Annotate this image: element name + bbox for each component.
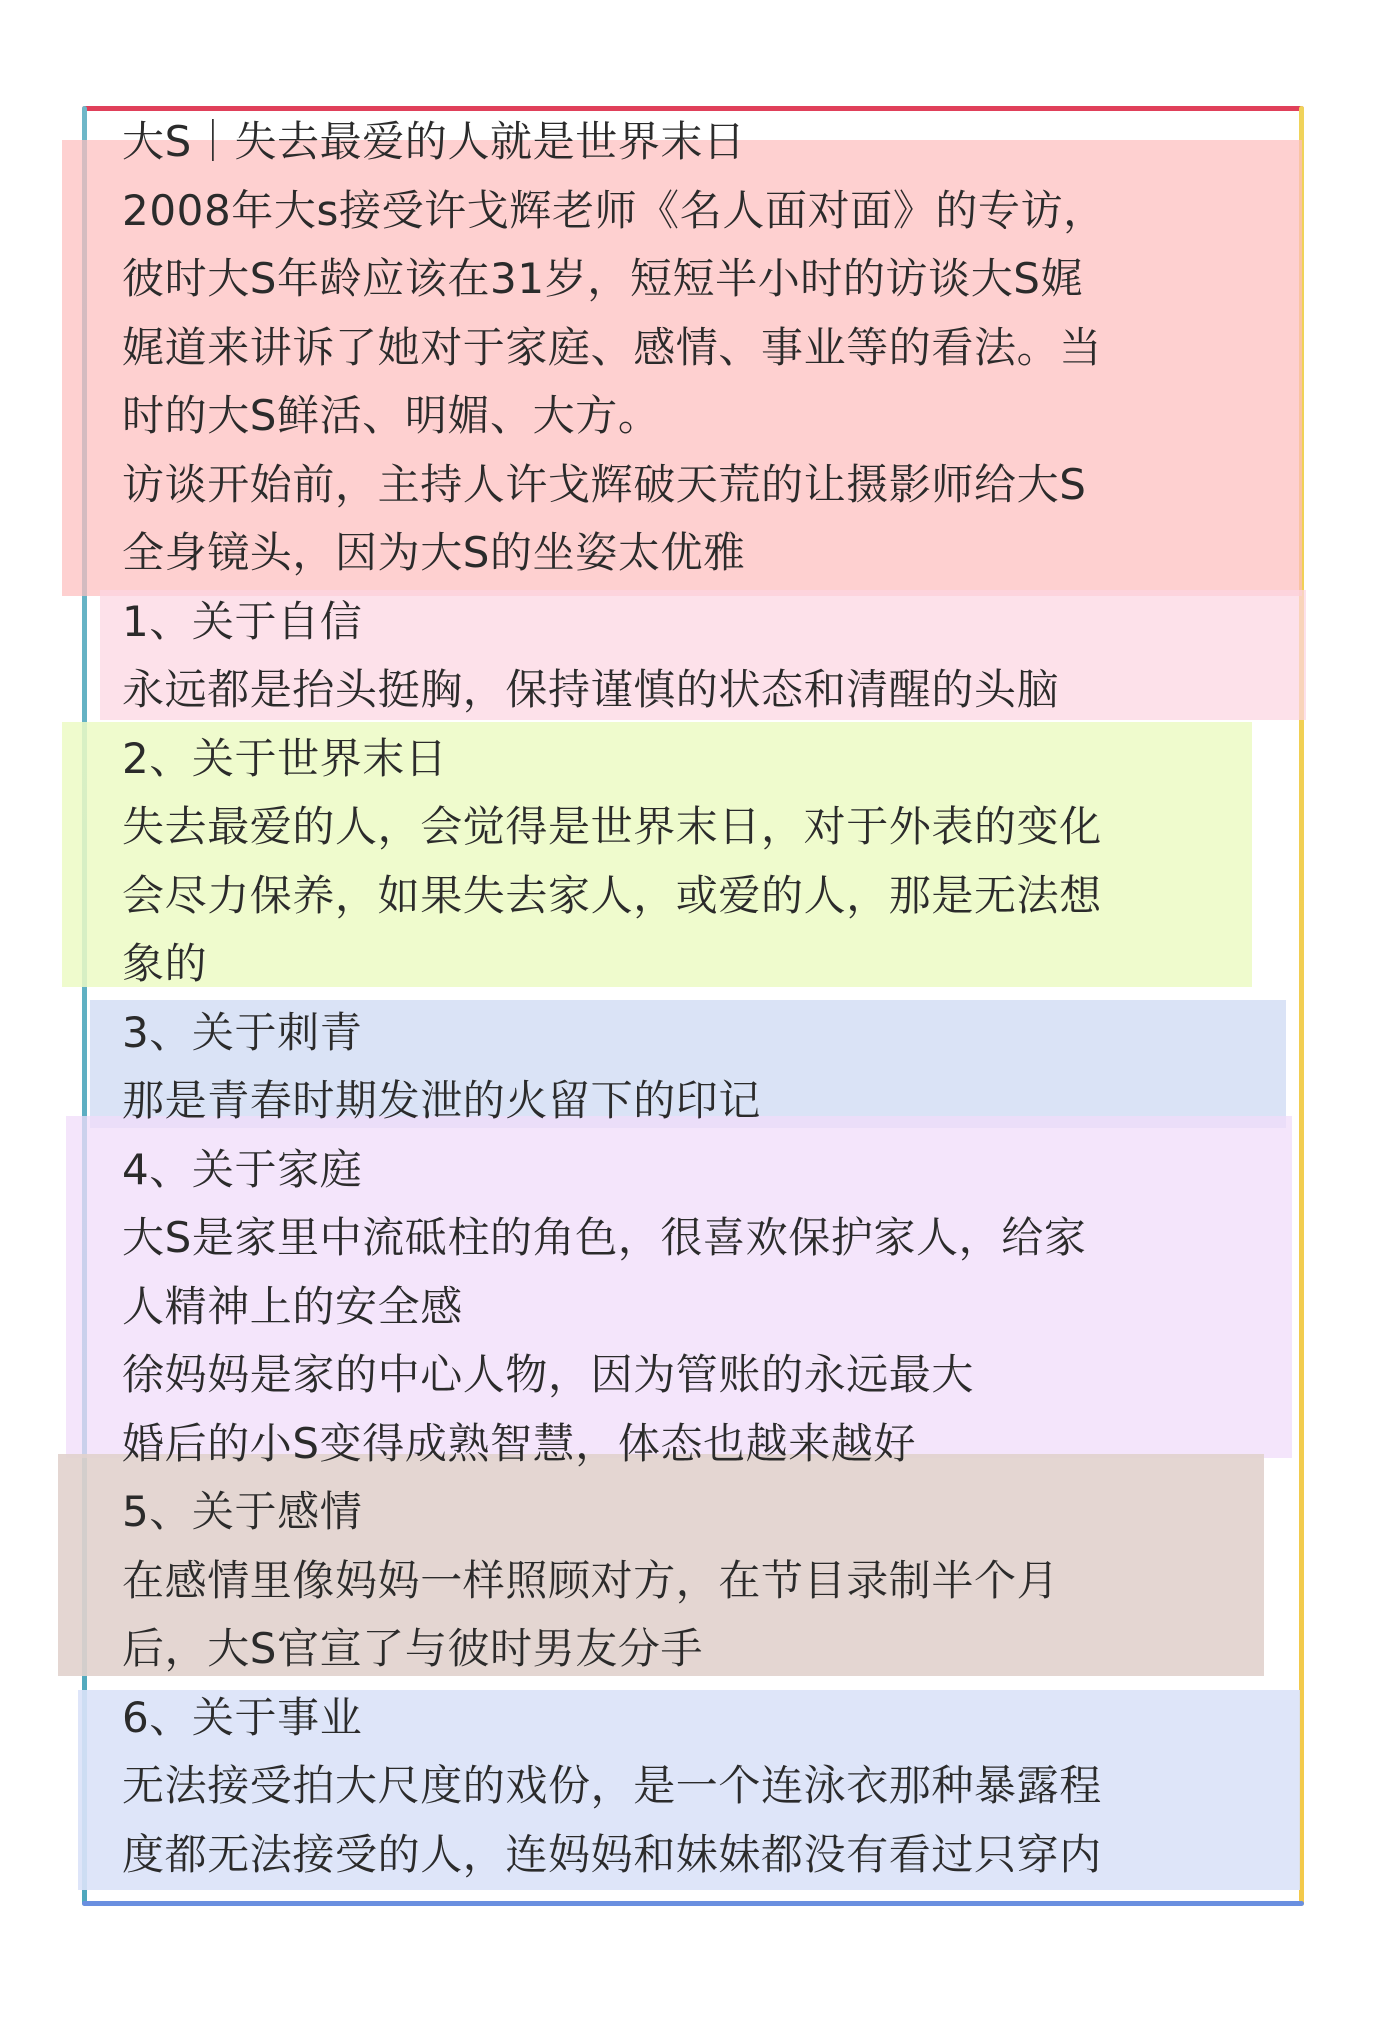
section-text: 徐妈妈是家的中心人物，因为管账的永远最大 [122,1350,975,1399]
intro-line: 彼时大S年龄应该在31岁，短短半小时的访谈大S娓 [122,254,1084,303]
bottom-clip-area [0,1906,1388,2029]
section-text: 会尽力保养，如果失去家人，或爱的人，那是无法想 [122,870,1102,920]
intro-line: 全身镜头，因为大S的坐姿太优雅 [122,528,746,577]
article-body [122,108,1262,1958]
intro-line: 2008年大s接受许戈辉老师《名人面对面》的专访， [122,185,1106,235]
section-text: 在感情里像妈妈一样照顾对方，在节目录制半个月 [122,1555,1060,1605]
section-heading-family: 4、关于家庭 [122,1144,363,1194]
section-text: 失去最爱的人，会觉得是世界末日，对于外表的变化 [122,802,1102,851]
section-heading-relationship: 5、关于感情 [122,1487,363,1536]
section-text: 永远都是抬头挺胸，保持谨慎的状态和清醒的头脑 [122,665,1060,714]
intro-line: 访谈开始前，主持人许戈辉破天荒的让摄影师给大S [122,459,1087,509]
section-heading-tattoo: 3、关于刺青 [122,1007,363,1057]
section-heading-career: 6、关于事业 [122,1692,363,1742]
intro-line: 娓道来讲诉了她对于家庭、感情、事业等的看法。当 [122,322,1102,372]
section-text: 婚后的小S变得成熟智慧，体态也越来越好 [122,1418,917,1468]
section-heading-doomsday: 2、关于世界末日 [122,733,448,783]
section-text: 那是青春时期发泄的火留下的印记 [122,1076,762,1125]
section-heading-confidence: 1、关于自信 [122,596,363,646]
intro-line: 时的大S鲜活、明媚、大方。 [122,391,661,440]
section-text: 大S是家里中流砥柱的角色，很喜欢保护家人，给家 [122,1213,1087,1262]
section-text: 人精神上的安全感 [122,1281,463,1331]
article-title: 大S｜失去最爱的人就是世界末日 [122,117,746,166]
section-text: 度都无法接受的人，连妈妈和妹妹都没有看过只穿内 [122,1829,1102,1879]
frame-bottom-line [82,1901,1304,1906]
section-text: 象的 [122,939,208,988]
section-text: 无法接受拍大尺度的戏份，是一个连泳衣那种暴露程 [122,1761,1102,1810]
section-text: 后，大S官宣了与彼时男友分手 [122,1624,704,1673]
